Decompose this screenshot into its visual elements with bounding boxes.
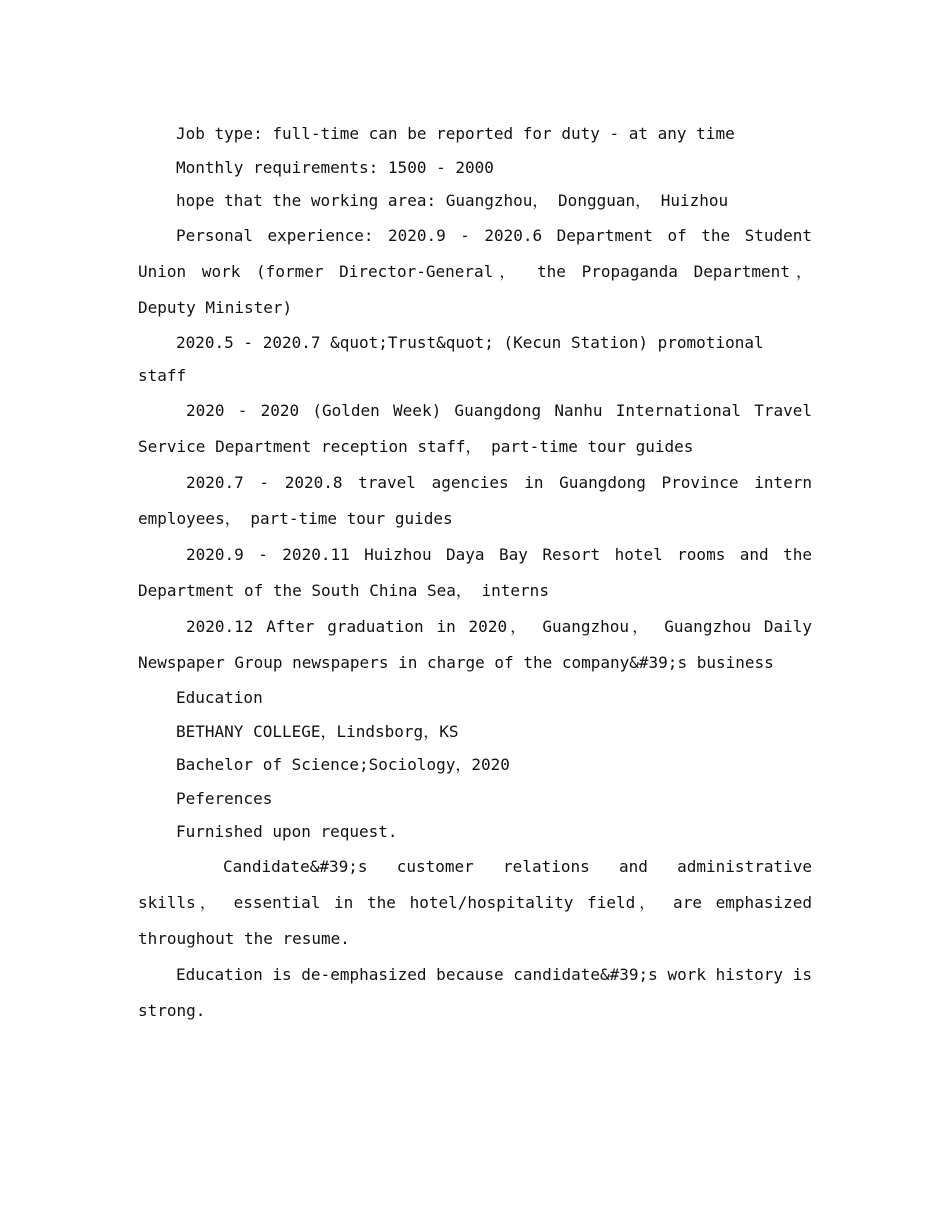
references-heading: Peferences <box>176 788 273 808</box>
experience-graduation-paragraph: 2020.12 After graduation in 2020， Guangzhou， Guangzhou Daily Newspaper Group newspapers in charge of the company&#39;s business <box>138 616 812 672</box>
working-area-line: hope that the working area: Guangzhou， Dongguan， Huizhou <box>176 191 729 211</box>
education-heading: Education <box>176 687 263 707</box>
candidate-skills-paragraph: Candidate&#39;s customer relations and administrative skills， essential in the hotel/hospitality field， are emphasized throughout the resume. <box>138 856 812 948</box>
document-body <box>138 117 812 1029</box>
experience-trust-line: 2020.5 - 2020.7 &quot;Trust&quot; (Kecun Station) promotional staff <box>138 332 764 386</box>
personal-experience-paragraph: Personal experience: 2020.9 - 2020.6 Department of the Student Union work (former Director-General， the Propaganda Department， Deputy Minister) <box>138 225 812 317</box>
education-note-paragraph: Education is de-emphasized because candidate&#39;s work history is strong. <box>138 964 812 1020</box>
references-line: Furnished upon request. <box>176 822 398 842</box>
experience-travel-agency-paragraph: 2020.7 - 2020.8 travel agencies in Guangdong Province intern employees， part-time tour guides <box>138 472 812 528</box>
degree-line: Bachelor of Science;Sociology，2020 <box>176 755 510 775</box>
monthly-requirements-line: Monthly requirements: 1500 - 2000 <box>176 157 494 177</box>
job-type-line: Job type: full-time can be reported for duty - at any time <box>176 124 735 143</box>
experience-golden-week-paragraph: 2020 - 2020 (Golden Week) Guangdong Nanhu International Travel Service Department reception staff， part-time tour guides <box>138 400 812 456</box>
experience-daya-bay-paragraph: 2020.9 - 2020.11 Huizhou Daya Bay Resort hotel rooms and the Department of the South China Sea， interns <box>138 544 812 600</box>
college-line: BETHANY COLLEGE，Lindsborg，KS <box>176 721 459 741</box>
